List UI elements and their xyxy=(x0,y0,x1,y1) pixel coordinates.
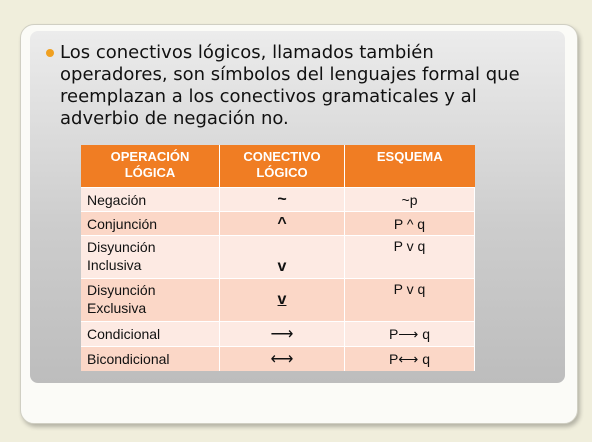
table-row xyxy=(81,188,475,212)
cell-operacion: Disyunción Exclusiva xyxy=(81,279,220,322)
cell-operacion: Conjunción xyxy=(81,212,220,236)
cell-conectivo: ⟶ xyxy=(220,322,345,347)
table-row xyxy=(81,279,475,322)
cell-operacion: Negación xyxy=(81,188,220,212)
header-operacion: OPERACIÓN LÓGICA xyxy=(81,145,220,188)
cell-conectivo: ^ xyxy=(220,212,345,236)
cell-operacion: Condicional xyxy=(81,322,220,347)
cell-conectivo-symbol: v xyxy=(277,291,287,308)
table-row xyxy=(81,212,475,236)
cell-esquema: ~p xyxy=(345,188,475,212)
table-row xyxy=(81,322,475,347)
cell-esquema: P v q xyxy=(345,236,475,279)
cell-conectivo xyxy=(220,279,345,322)
table-row xyxy=(81,347,475,372)
cell-conectivo: ~ xyxy=(220,188,345,212)
cell-esquema: P ^ q xyxy=(345,212,475,236)
bullet-dot-icon xyxy=(46,49,54,57)
cell-esquema: P⟷ q xyxy=(345,347,475,372)
connectives-table xyxy=(81,145,475,371)
table-header-row xyxy=(81,145,475,188)
header-esquema: ESQUEMA xyxy=(345,145,475,188)
header-conectivo: CONECTIVO LÓGICO xyxy=(220,145,345,188)
cell-conectivo: ⟷ xyxy=(220,347,345,372)
bullet-text: Los conectivos lógicos, llamados también operadores, son símbolos del lenguajes formal que reemplazan a los conectivos gramaticales y al adverbio de negación no. xyxy=(60,42,520,129)
cell-operacion: Bicondicional xyxy=(81,347,220,372)
cell-operacion: Disyunción Inclusiva xyxy=(81,236,220,279)
cell-conectivo: v xyxy=(220,236,345,279)
bullet-item xyxy=(46,42,546,130)
table-row xyxy=(81,236,475,279)
cell-esquema: P⟶ q xyxy=(345,322,475,347)
cell-esquema: P v q xyxy=(345,279,475,322)
